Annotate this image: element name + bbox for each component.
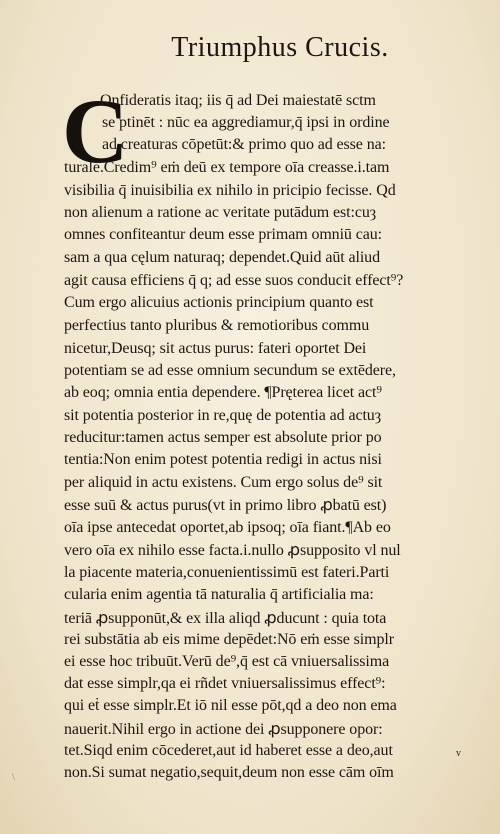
text-line: tet.Siqd enim cōcederet,aut id haberet esse a deo,aut — [64, 742, 393, 759]
catchword: v — [456, 748, 461, 759]
page-header — [70, 32, 490, 64]
text-line: agit causa efficiens q̄ q; ad esse suos conducit effect⁹? — [64, 272, 404, 289]
text-line: sit potentia posterior in re,quę de potentia ad actuȝ — [64, 407, 381, 424]
text-line: dat esse simplr,qa ei rñdet vniuersalissimus effect⁹: — [64, 675, 386, 692]
text-line: ei esse hoc tribuūt.Verū de⁹,q̄ est cā vniuersalissima — [64, 653, 390, 670]
text-line: visibilia q̄ inuisibilia ex nihilo in pricipio fecisse. Qd — [64, 182, 396, 199]
text-line: vero oīa ex nihilo esse facta.i.nullo ꝓsupposito vl nul — [64, 542, 401, 559]
text-line: rei substātia ab eis mime depēdet:Nō eṁ esse simplr — [64, 631, 394, 648]
running-title: Triumphus Crucis. — [171, 32, 389, 63]
text-line: teriā ꝓsupponūt,& ex illa aliqd ꝓducunt : quia tota — [64, 610, 387, 627]
page-corner-mark: \ — [12, 772, 15, 783]
text-line: tentia:Non enim potest potentia redigi in actus nisi — [64, 451, 382, 468]
text-line: perfectius tanto pluribus & remotioribus commu — [64, 317, 370, 334]
text-line: la piacente materia,conuenientissimū est fateri.Parti — [64, 564, 390, 581]
text-line: esse suū & actus purus(vt in primo libro ꝓbatū est) — [64, 497, 387, 514]
text-line: cularia enim agentia tā naturalia q̄ artificialia ma: — [64, 586, 374, 603]
text-line: se ptinēt : nūc ea aggrediamur,q̄ ipsi in ordine — [102, 114, 390, 131]
text-line: sam a qua cęlum naturaq; dependet.Quid aūt aliud — [64, 249, 380, 266]
text-line: non alienum a ratione ac veritate putādum est:cuȝ — [64, 204, 376, 221]
text-line: potentiam se ad esse omnium secundum se extēdere, — [64, 362, 396, 379]
text-line: ad creaturas cōpetūt:& primo quo ad esse na: — [102, 136, 386, 153]
text-line: nicetur,Deusq; sit actus purus: fateri oportet Dei — [64, 340, 367, 357]
text-line: ab eoq; omnia entia dependere. ¶Pręterea licet act⁹ — [64, 384, 382, 401]
text-line: Onfideratis itaq; iis q̄ ad Dei maiestatē sctm — [100, 92, 376, 109]
text-line: per aliquid in actu existens. Cum ergo solus de⁹ sit — [64, 474, 383, 491]
text-line: oīa ipse antecedat oportet,ab ipsoq; oīa fiant.¶Ab eo — [64, 519, 391, 536]
text-line: turale.Credim⁹ eṁ deū ex tempore oīa creasse.i.tam — [64, 159, 390, 176]
text-line: non.Si sumat negatio,sequit,deum non esse cām oīm — [64, 764, 394, 781]
text-line: omnes confiteantur deum esse primam omniū cau: — [64, 226, 382, 243]
text-line: Cum ergo alicuius actionis principium quanto est — [64, 294, 374, 311]
text-line: reducitur:tamen actus semper est absolute prior po — [64, 429, 382, 446]
main-text-block — [62, 80, 484, 781]
text-line: nauerit.Nihil ergo in actione dei ꝓsupponere opor: — [64, 721, 383, 738]
text-line: qui eṫ esse simplr.Et iō nil esse pōt,qd a deo non ema — [64, 697, 397, 714]
decorated-initial-letter: C — [62, 80, 129, 182]
